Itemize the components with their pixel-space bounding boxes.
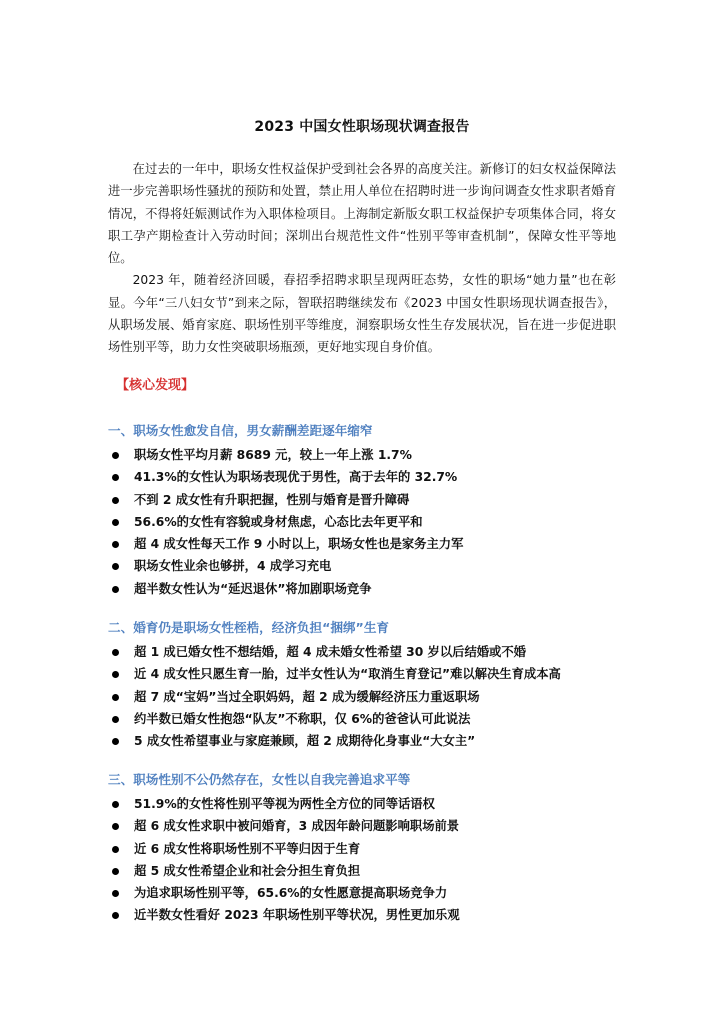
intro-paragraph: 2023 年，随着经济回暖，春招季招聘求职呈现两旺态势，女性的职场“她力量”也在彰显。今年“三八妇女节”到来之际，智联招聘继续发布《2023 中国女性职场现状调查报告》，从职场发展、婚育家庭、职场性别平等维度，洞察职场女性生存发展状况，旨在进一步促进职场性别平等，助力女性突破职场瓶颈，更好地实现自身价值。 xyxy=(108,273,616,355)
bullet-icon xyxy=(112,586,119,593)
list-item xyxy=(108,838,628,860)
list-item-text: 超 7 成“宝妈”当过全职妈妈，超 2 成为缓解经济压力重返职场 xyxy=(134,689,480,704)
list-item xyxy=(108,641,628,663)
list-item-text: 超 5 成女性希望企业和社会分担生育负担 xyxy=(134,863,361,878)
finding-section-1 xyxy=(108,421,628,600)
finding-section-3 xyxy=(108,770,628,927)
list-item-text: 职场女性业余也够拼，4 成学习充电 xyxy=(134,559,332,574)
core-findings-label: 【核心发现】 xyxy=(116,378,195,393)
bullet-icon xyxy=(112,671,119,678)
list-item xyxy=(108,555,628,577)
bullet-icon xyxy=(112,563,119,570)
bullet-icon xyxy=(112,738,119,745)
bullet-icon xyxy=(112,801,119,808)
list-item xyxy=(108,686,628,708)
bullet-icon xyxy=(112,519,119,526)
list-item-text: 近 6 成女性将职场性别不平等归因于生育 xyxy=(134,841,361,856)
bullet-icon xyxy=(112,497,119,504)
list-item-text: 超 4 成女性每天工作 9 小时以上，职场女性也是家务主力军 xyxy=(134,537,464,552)
section-heading: 二、婚育仍是职场女性桎梏，经济负担“捆绑”生育 xyxy=(108,620,390,635)
list-item xyxy=(108,533,628,555)
finding-list xyxy=(108,444,628,600)
list-item xyxy=(108,882,628,904)
intro-text xyxy=(108,158,616,359)
list-item-text: 41.3%的女性认为职场表现优于男性，高于去年的 32.7% xyxy=(134,470,458,485)
bullet-icon xyxy=(112,474,119,481)
list-item-text: 56.6%的女性有容貌或身材焦虑，心态比去年更平和 xyxy=(134,514,423,529)
list-item-text: 超半数女性认为“延迟退休”将加剧职场竞争 xyxy=(134,581,372,596)
intro-paragraph: 在过去的一年中，职场女性权益保护受到社会各界的高度关注。新修订的妇女权益保障法进一步完善职场性骚扰的预防和处置，禁止用人单位在招聘时进一步询问调查女性求职者婚育情况，不得将妊娠测试作为入职体检项目。上海制定新版女职工权益保护专项集体合同，将女职工孕产期检查计入劳动时间；深圳出台规范性文件“性别平等审查机制”，保障女性平等地位。 xyxy=(108,162,616,266)
bullet-icon xyxy=(112,868,119,875)
bullet-icon xyxy=(112,890,119,897)
list-item xyxy=(108,793,628,815)
finding-section-2 xyxy=(108,618,628,752)
bullet-icon xyxy=(112,541,119,548)
bullet-icon xyxy=(112,912,119,919)
list-item xyxy=(108,730,628,752)
report-title: 2023 中国女性职场现状调查报告 xyxy=(254,119,470,135)
bullet-icon xyxy=(112,716,119,723)
list-item xyxy=(108,815,628,837)
bullet-icon xyxy=(112,649,119,656)
list-item-text: 近半数女性看好 2023 年职场性别平等状况，男性更加乐观 xyxy=(134,908,460,923)
list-item-text: 51.9%的女性将性别平等视为两性全方位的同等话语权 xyxy=(134,797,435,811)
list-item xyxy=(108,708,628,730)
list-item xyxy=(108,904,628,926)
list-item-text: 超 1 成已婚女性不想结婚，超 4 成未婚女性希望 30 岁以后结婚或不婚 xyxy=(134,645,526,659)
bullet-icon xyxy=(112,823,119,830)
list-item xyxy=(108,578,628,600)
list-item-text: 为追求职场性别平等，65.6%的女性愿意提高职场竞争力 xyxy=(134,886,448,901)
list-item xyxy=(108,663,628,685)
section-heading: 一、职场女性愈发自信，男女薪酬差距逐年缩窄 xyxy=(108,423,373,438)
list-item-text: 职场女性平均月薪 8689 元，较上一年上涨 1.7% xyxy=(134,448,412,462)
bullet-icon xyxy=(112,846,119,853)
list-item-text: 5 成女性希望事业与家庭兼顾，超 2 成期待化身事业“大女主” xyxy=(134,734,476,749)
list-item-text: 不到 2 成女性有升职把握，性别与婚育是晋升障碍 xyxy=(134,492,410,507)
bullet-icon xyxy=(112,452,119,459)
finding-list xyxy=(108,641,628,752)
list-item-text: 约半数已婚女性抱怨“队友”不称职，仅 6%的爸爸认可此说法 xyxy=(134,711,471,726)
list-item xyxy=(108,444,628,466)
list-item-text: 超 6 成女性求职中被问婚育，3 成因年龄问题影响职场前景 xyxy=(134,819,460,834)
section-heading: 三、职场性别不公仍然存在，女性以自我完善追求平等 xyxy=(108,772,411,787)
list-item xyxy=(108,466,628,488)
list-item-text: 近 4 成女性只愿生育一胎，过半女性认为“取消生育登记”难以解决生育成本高 xyxy=(134,667,561,682)
list-item xyxy=(108,860,628,882)
bullet-icon xyxy=(112,694,119,701)
finding-list xyxy=(108,793,628,927)
list-item xyxy=(108,511,628,533)
list-item xyxy=(108,489,628,511)
